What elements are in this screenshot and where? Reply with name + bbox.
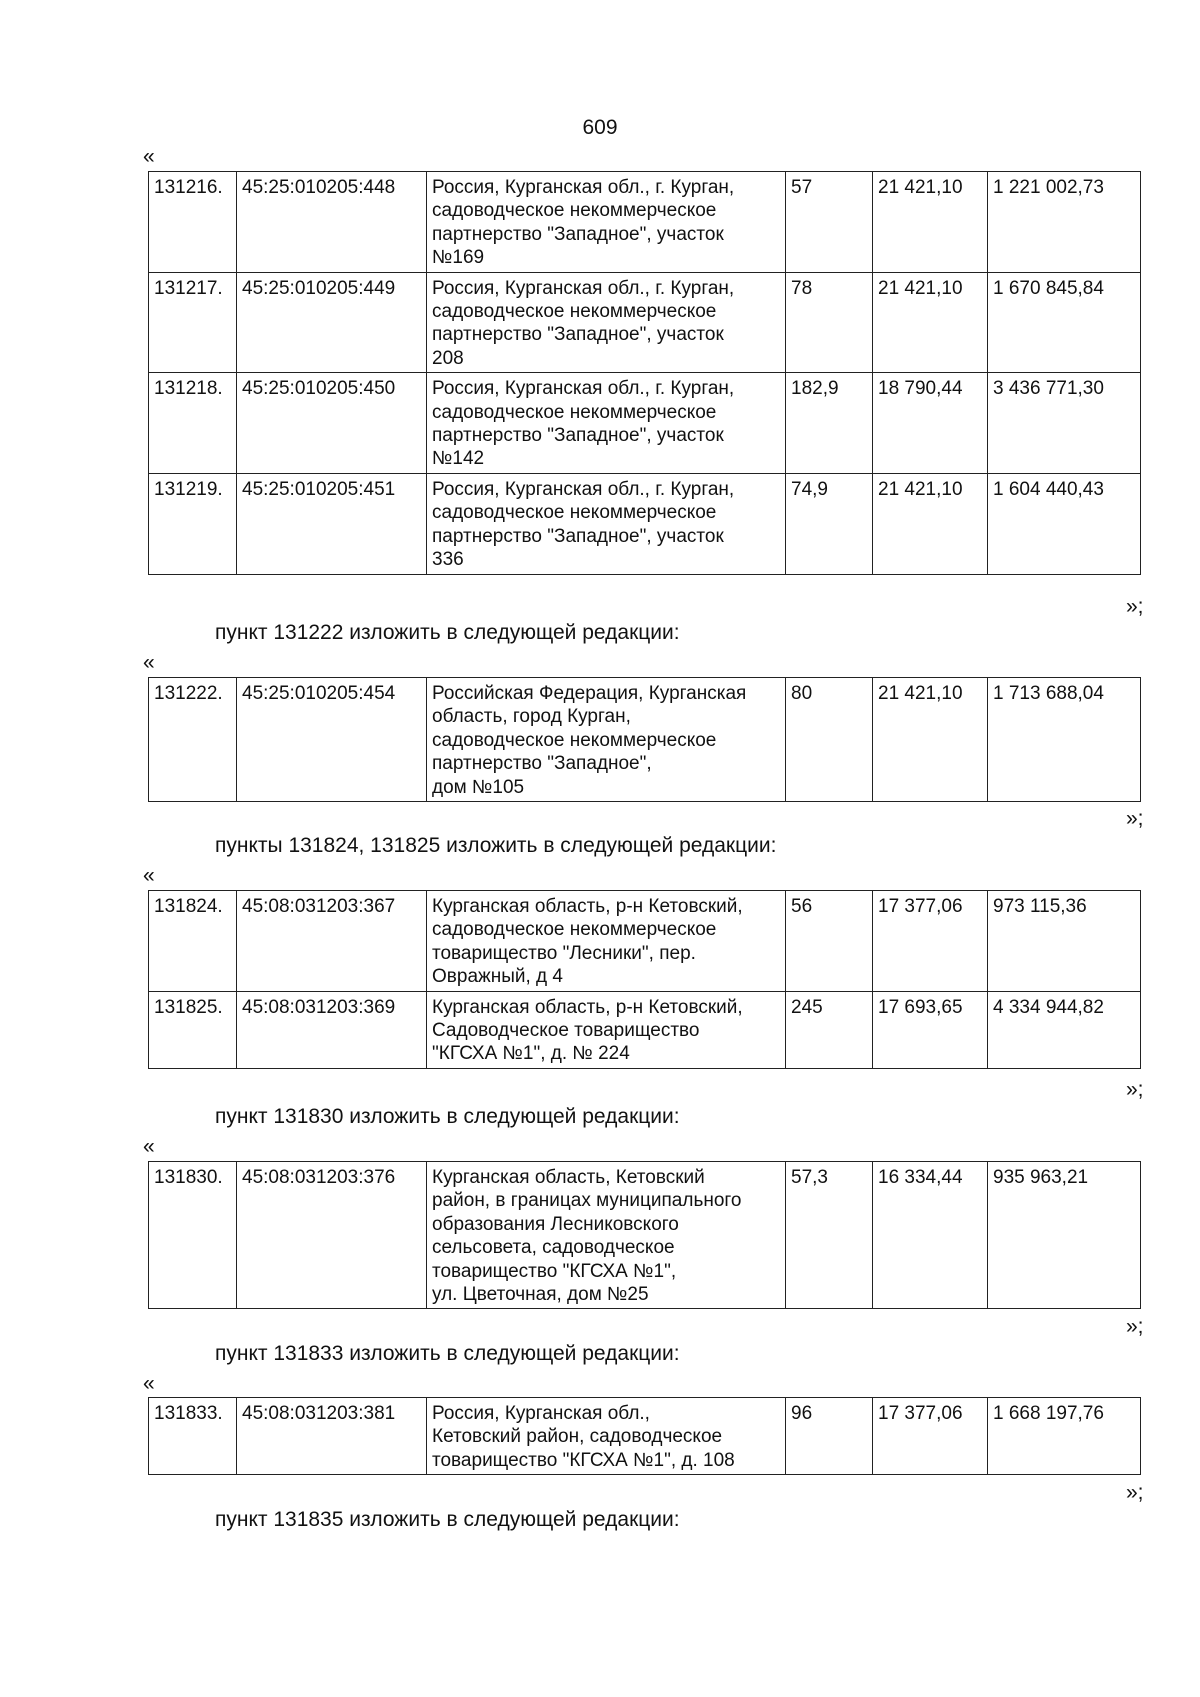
address-line: Россия, Курганская обл., [432,1403,650,1424]
address-line: садоводческое некоммерческое [432,200,717,222]
instruction-text: пункт 131830 изложить в следующей редакции: [215,1105,680,1128]
address-line: сельсовета, садоводческое [432,1237,675,1259]
address-line: Российская Федерация, Курганская [432,683,747,704]
table-row [149,373,1141,474]
cadastral-number-cell: 45:08:031203:376 [237,1162,427,1309]
value-cell: 973 115,36 [988,891,1141,992]
cadastral-number-cell: 45:25:010205:449 [237,272,427,373]
address-cell [427,473,786,574]
address-cell [427,1398,786,1475]
address-cell [427,373,786,474]
rate-cell: 21 421,10 [873,272,988,373]
area-cell: 74,9 [786,473,873,574]
table-row [149,272,1141,373]
area-cell: 182,9 [786,373,873,474]
open-quote: « [143,1372,155,1395]
instruction-text: пункты 131824, 131825 изложить в следующей редакции: [215,834,777,857]
address-line: товарищество "КГСХА №1", д. 108 [432,1449,735,1471]
address-line: 336 [432,549,464,571]
value-cell: 1 668 197,76 [988,1398,1141,1475]
address-line: партнерство "Западное", участок [432,324,724,346]
rate-cell: 21 421,10 [873,172,988,273]
address-cell [427,891,786,992]
row-number-cell: 131824. [149,891,237,992]
value-cell: 1 713 688,04 [988,678,1141,802]
value-cell: 4 334 944,82 [988,991,1141,1068]
address-line: №142 [432,448,485,470]
row-number-cell: 131219. [149,473,237,574]
address-line: садоводческое некоммерческое [432,729,717,751]
table-row [149,891,1141,992]
address-line: Россия, Курганская обл., г. Курган, [432,277,735,299]
address-line: ул. Цветочная, дом №25 [432,1284,649,1306]
address-line: район, в границах муниципального [432,1190,742,1212]
area-cell: 56 [786,891,873,992]
table-row [149,172,1141,273]
address-line: Россия, Курганская обл., г. Курган, [432,478,735,500]
row-number-cell: 131830. [149,1162,237,1309]
area-cell: 96 [786,1398,873,1475]
table-row [149,1162,1141,1309]
row-number-cell: 131217. [149,272,237,373]
address-line: партнерство "Западное", участок [432,525,724,547]
area-cell: 245 [786,991,873,1068]
address-line: Курганская область, Кетовский [432,1167,705,1188]
rate-cell: 21 421,10 [873,473,988,574]
cadastral-number-cell: 45:25:010205:454 [237,678,427,802]
rate-cell: 17 377,06 [873,891,988,992]
address-line: область, город Курган, [432,706,631,728]
cadastral-number-cell: 45:25:010205:451 [237,473,427,574]
value-cell: 1 604 440,43 [988,473,1141,574]
rate-cell: 16 334,44 [873,1162,988,1309]
address-line: "КГСХА №1", д. № 224 [432,1043,630,1065]
table-row [149,1398,1141,1475]
table-row [149,991,1141,1068]
register-table [148,890,1141,1069]
instruction-text: пункт 131833 изложить в следующей редакции: [215,1342,680,1365]
address-cell [427,172,786,273]
address-line: Кетовский район, садоводческое [432,1426,723,1448]
address-line: №169 [432,247,485,269]
address-cell [427,1162,786,1309]
rate-cell: 17 693,65 [873,991,988,1068]
open-quote: « [143,864,155,887]
rate-cell: 18 790,44 [873,373,988,474]
instruction-text: пункт 131222 изложить в следующей редакции: [215,621,680,644]
cadastral-number-cell: 45:08:031203:367 [237,891,427,992]
address-line: партнерство "Западное", участок [432,425,724,447]
address-line: товарищество "Лесники", пер. [432,942,696,964]
table-row [149,473,1141,574]
address-line: Садоводческое товарищество [432,1020,700,1042]
area-cell: 80 [786,678,873,802]
address-line: партнерство "Западное", [432,753,652,775]
address-line: садоводческое некоммерческое [432,301,717,323]
value-cell: 1 221 002,73 [988,172,1141,273]
address-line: Россия, Курганская обл., г. Курган, [432,177,735,198]
cadastral-number-cell: 45:08:031203:381 [237,1398,427,1475]
table-row [149,678,1141,802]
instruction-text: пункт 131835 изложить в следующей редакции: [215,1508,680,1531]
rate-cell: 21 421,10 [873,678,988,802]
address-line: дом №105 [432,776,525,798]
value-cell: 935 963,21 [988,1162,1141,1309]
open-quote: « [143,145,155,168]
address-line: Овражный, д 4 [432,966,563,988]
close-quote: »; [1126,1315,1144,1338]
address-line: садоводческое некоммерческое [432,919,717,941]
row-number-cell: 131825. [149,991,237,1068]
value-cell: 1 670 845,84 [988,272,1141,373]
address-line: товарищество "КГСХА №1", [432,1260,677,1282]
page-number: 609 [582,116,618,139]
cadastral-number-cell: 45:08:031203:369 [237,991,427,1068]
close-quote: »; [1126,595,1144,618]
address-line: Курганская область, р-н Кетовский, [432,896,743,917]
rate-cell: 17 377,06 [873,1398,988,1475]
row-number-cell: 131216. [149,172,237,273]
address-line: 208 [432,347,464,369]
area-cell: 57 [786,172,873,273]
register-table [148,1161,1141,1309]
open-quote: « [143,651,155,674]
close-quote: »; [1126,1078,1144,1101]
register-table [148,171,1141,575]
address-line: образования Лесниковского [432,1213,679,1235]
area-cell: 57,3 [786,1162,873,1309]
register-table [148,1397,1141,1475]
row-number-cell: 131833. [149,1398,237,1475]
address-line: Россия, Курганская обл., г. Курган, [432,378,735,400]
value-cell: 3 436 771,30 [988,373,1141,474]
close-quote: »; [1126,1481,1144,1504]
address-cell [427,991,786,1068]
address-line: садоводческое некоммерческое [432,401,717,423]
register-table [148,677,1141,802]
row-number-cell: 131222. [149,678,237,802]
close-quote: »; [1126,807,1144,830]
cadastral-number-cell: 45:25:010205:450 [237,373,427,474]
address-cell [427,272,786,373]
open-quote: « [143,1135,155,1158]
address-line: Курганская область, р-н Кетовский, [432,996,743,1018]
cadastral-number-cell: 45:25:010205:448 [237,172,427,273]
area-cell: 78 [786,272,873,373]
row-number-cell: 131218. [149,373,237,474]
address-line: партнерство "Западное", участок [432,223,724,245]
address-line: садоводческое некоммерческое [432,502,717,524]
address-cell [427,678,786,802]
